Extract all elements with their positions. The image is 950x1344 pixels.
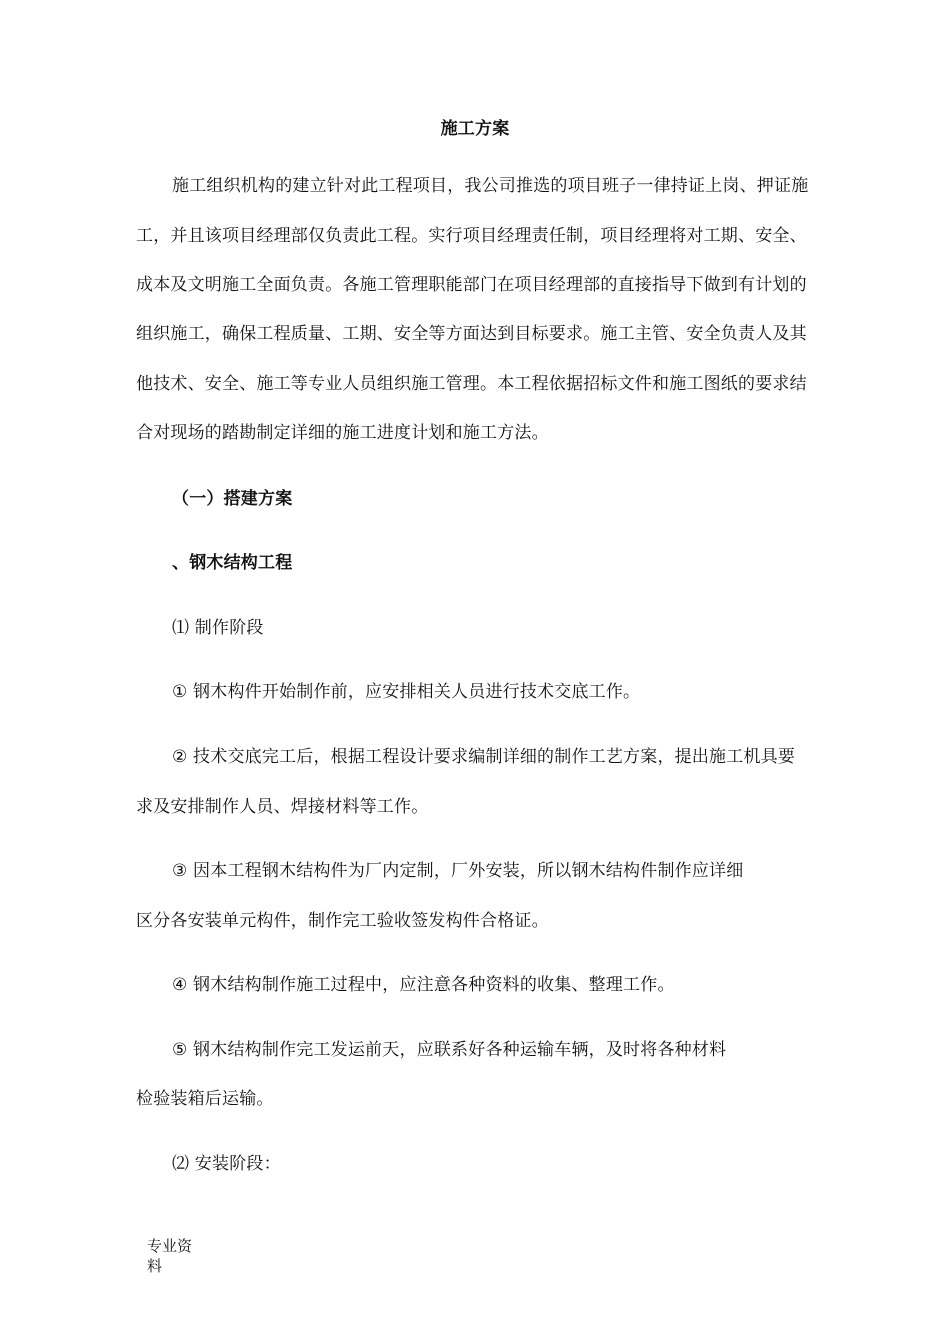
intro-line-2: 工，并且该项目经理部仅负责此工程。实行项目经理责任制，项目经理将对工期、安全、 xyxy=(136,226,807,246)
item-5-line-1: ⑤ 钢木结构制作完工发运前天，应联系好各种运输车辆，及时将各种材料 xyxy=(172,1040,727,1060)
item-3-line-2: 区分各安装单元构件，制作完工验收签发构件合格证。 xyxy=(136,911,549,931)
item-4-line-1: ④ 钢木结构制作施工过程中，应注意各种资料的收集、整理工作。 xyxy=(172,975,675,995)
stage-2-heading: ⑵ 安装阶段： xyxy=(172,1154,281,1174)
intro-line-1: 施工组织机构的建立针对此工程项目，我公司推选的项目班子一律持证上岗、押证施 xyxy=(172,176,809,196)
intro-line-4: 组织施工，确保工程质量、工期、安全等方面达到目标要求。施工主管、安全负责人及其 xyxy=(136,324,807,344)
intro-line-5: 他技术、安全、施工等专业人员组织施工管理。本工程依据招标文件和施工图纸的要求结 xyxy=(136,374,807,394)
sub-heading: 、钢木结构工程 xyxy=(172,553,293,573)
item-2-line-1: ② 技术交底完工后，根据工程设计要求编制详细的制作工艺方案，提出施工机具要 xyxy=(172,747,796,767)
item-3-line-1: ③ 因本工程钢木结构件为厂内定制，厂外安装，所以钢木结构件制作应详细 xyxy=(172,861,744,881)
item-2-line-2: 求及安排制作人员、焊接材料等工作。 xyxy=(136,797,429,817)
section-heading: （一）搭建方案 xyxy=(172,489,293,509)
footer-label xyxy=(147,1236,207,1276)
intro-line-3: 成本及文明施工全面负责。各施工管理职能部门在项目经理部的直接指导下做到有计划的 xyxy=(136,275,807,295)
item-1-line-1: ① 钢木构件开始制作前，应安排相关人员进行技术交底工作。 xyxy=(172,682,641,702)
footer-line-2: 料 xyxy=(147,1257,163,1275)
footer-line-1: 专业资 xyxy=(147,1237,193,1255)
item-5-line-2: 检验装箱后运输。 xyxy=(136,1089,274,1109)
stage-1-heading: ⑴ 制作阶段 xyxy=(172,618,264,638)
intro-line-6: 合对现场的踏勘制定详细的施工进度计划和施工方法。 xyxy=(136,423,549,443)
page-title: 施工方案 xyxy=(440,119,510,139)
